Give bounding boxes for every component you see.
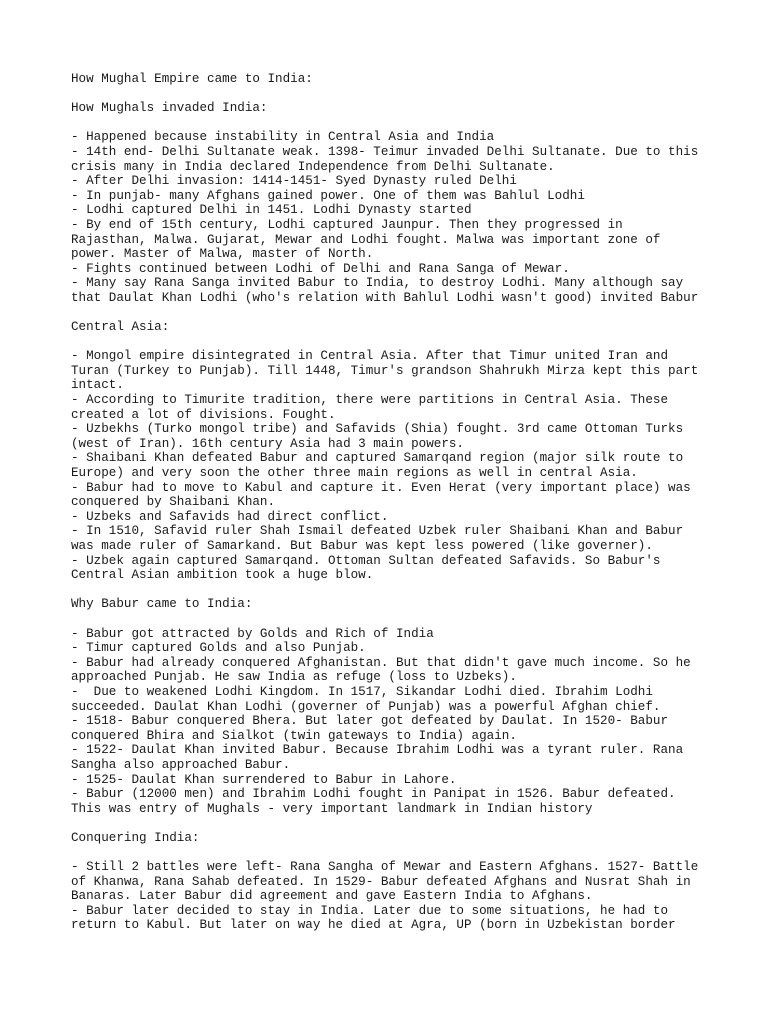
text-line: (west of Iran). 16th century Asia had 3 main powers.	[71, 436, 464, 451]
text-line: - 1525- Daulat Khan surrendered to Babur in Lahore.	[71, 772, 457, 787]
text-line: Sangha also approached Babur.	[71, 757, 291, 772]
text-line: - Uzbek again captured Samarqand. Ottoman Sultan defeated Safavids. So Babur's	[71, 553, 661, 568]
text-line: conquered Bhira and Sialkot (twin gateways to India) again.	[71, 728, 517, 743]
text-line: How Mughals invaded India:	[71, 101, 268, 116]
text-line: return to Kabul. But later on way he died at Agra, UP (born in Uzbekistan border	[71, 918, 676, 933]
text-line: intact.	[71, 378, 124, 393]
text-line: - Happened because instability in Central Asia and India	[71, 130, 495, 145]
blank-line	[71, 612, 761, 627]
text-line: - Babur (12000 men) and Ibrahim Lodhi fought in Panipat in 1526. Babur defeated.	[71, 787, 676, 802]
blank-line	[71, 306, 761, 321]
text-line: was made ruler of Samarkand. But Babur was kept less powered (like governer).	[71, 539, 653, 553]
blank-line	[71, 335, 761, 350]
text-line: - Many say Rana Sanga invited Babur to India, to destroy Lodhi. Many although say	[71, 276, 684, 291]
text-line: of Khanwa, Rana Sahab defeated. In 1529- Babur defeated Afghans and Nusrat Shah in	[71, 874, 691, 889]
text-line: - According to Timurite tradition, there were partitions in Central Asia. These	[71, 393, 669, 408]
text-line: - In punjab- many Afghans gained power. One of them was Bahlul Lodhi	[71, 188, 585, 203]
text-line: - After Delhi invasion: 1414-1451- Syed Dynasty ruled Delhi	[71, 174, 517, 189]
text-line: power. Master of Malwa, master of North.	[71, 247, 374, 262]
blank-line	[71, 87, 761, 102]
text-line: Central Asia:	[71, 320, 170, 335]
text-line: - Lodhi captured Delhi in 1451. Lodhi Dynasty started	[71, 203, 472, 218]
text-line: crisis many in India declared Independence from Delhi Sultanate.	[71, 159, 555, 174]
text-line: - 1522- Daulat Khan invited Babur. Because Ibrahim Lodhi was a tyrant ruler. Rana	[71, 743, 684, 758]
text-line: that Daulat Khan Lodhi (who's relation with Bahlul Lodhi wasn't good) invited Babur	[71, 290, 699, 305]
text-line: Conquering India:	[71, 830, 200, 845]
text-line: Turan (Turkey to Punjab). Till 1448, Timur's grandson Shahrukh Mirza kept this part	[71, 363, 699, 378]
text-line: - Babur had already conquered Afghanistan. But that didn't gave much income. So he	[71, 655, 691, 670]
text-line: succeeded. Daulat Khan Lodhi (governer of Punjab) was a powerful Afghan chief.	[71, 699, 661, 714]
text-line: - Babur later decided to stay in India. Later due to some situations, he had to	[71, 903, 669, 918]
text-line: - Uzbekhs (Turko mongol tribe) and Safavids (Shia) fought. 3rd came Ottoman Turks	[71, 422, 684, 437]
text-line: - Uzbeks and Safavids had direct conflict.	[71, 509, 389, 524]
text-line: - Due to weakened Lodhi Kingdom. In 1517, Sikandar Lodhi died. Ibrahim Lodhi	[71, 684, 653, 699]
text-line: This was entry of Mughals - very important landmark in Indian history	[71, 801, 593, 816]
text-line: - In 1510, Safavid ruler Shah Ismail defeated Uzbek ruler Shaibani Khan and Babur	[71, 524, 684, 539]
text-line: Central Asian ambition took a huge blow.	[71, 568, 374, 583]
text-line: Banaras. Later Babur did agreement and gave Eastern India to Afghans.	[71, 889, 593, 904]
text-line: created a lot of divisions. Fought.	[71, 407, 336, 422]
text-line: Why Babur came to India:	[71, 597, 253, 612]
text-line: - Mongol empire disintegrated in Central Asia. After that Timur united Iran and	[71, 349, 669, 364]
text-line: - 1518- Babur conquered Bhera. But later got defeated by Daulat. In 1520- Babur	[71, 714, 669, 729]
blank-line	[71, 845, 761, 860]
blank-line	[71, 116, 761, 131]
text-line: approached Punjab. He saw India as refuge (loss to Uzbeks).	[71, 670, 517, 685]
text-line: Rajasthan, Malwa. Gujarat, Mewar and Lodhi fought. Malwa was important zone of	[71, 232, 661, 247]
text-line: - Shaibani Khan defeated Babur and captured Samarqand region (major silk route to	[71, 451, 684, 466]
blank-line	[71, 816, 761, 831]
text-line: Europe) and very soon the other three main regions as well in central Asia.	[71, 466, 638, 481]
text-line: - By end of 15th century, Lodhi captured Jaunpur. Then they progressed in	[71, 217, 623, 232]
text-line: - Babur got attracted by Golds and Rich of India	[71, 626, 434, 641]
text-line: - Babur had to move to Kabul and capture it. Even Herat (very important place) was	[71, 480, 691, 495]
text-line: - Still 2 battles were left- Rana Sangha of Mewar and Eastern Afghans. 1527- Battle	[71, 860, 699, 875]
text-line: How Mughal Empire came to India:	[71, 72, 313, 86]
text-line: - Timur captured Golds and also Punjab.	[71, 641, 366, 656]
blank-line	[71, 583, 761, 598]
text-line: conquered by Shaibani Khan.	[71, 495, 276, 510]
document-body	[71, 72, 761, 933]
text-line: - 14th end- Delhi Sultanate weak. 1398- Teimur invaded Delhi Sultanate. Due to this	[71, 144, 699, 159]
text-line: - Fights continued between Lodhi of Delhi and Rana Sanga of Mewar.	[71, 261, 570, 276]
